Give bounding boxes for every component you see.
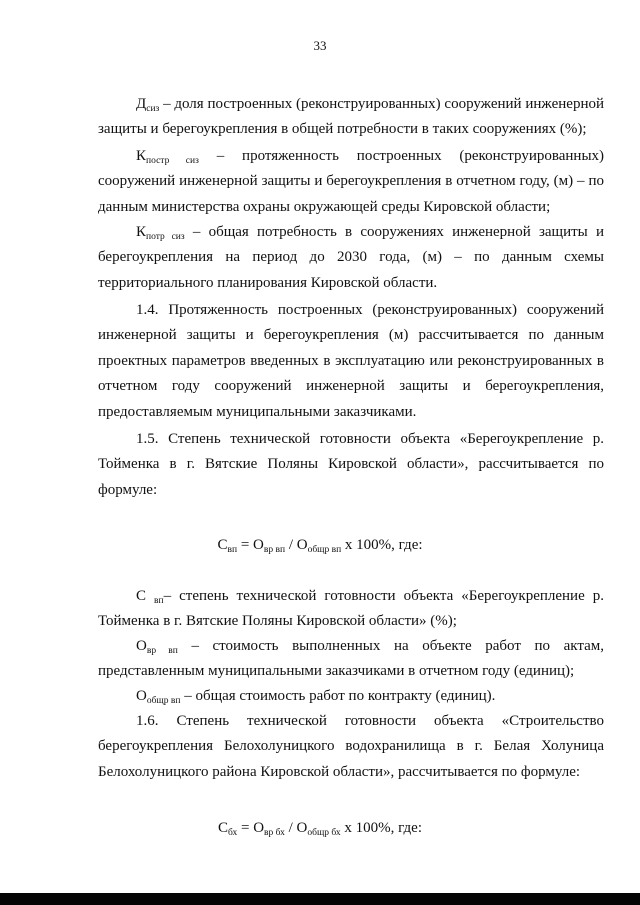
definition-k-potr-siz — [98, 220, 604, 296]
subscript: общр вп — [146, 696, 181, 706]
definition-text: – общая стоимость работ по контракту (единиц). — [180, 688, 496, 704]
subscript: постр сиз — [146, 156, 199, 166]
symbol: Д — [136, 96, 147, 112]
definition-d-siz — [98, 92, 604, 143]
definition-text: – стоимость выполненных на объекте работ по актам, представленным муниципальными заказчиками в отчетном году (единиц); — [98, 638, 604, 680]
symbol: О — [136, 638, 147, 654]
paragraph-1-5: 1.5. Степень технической готовности объекта «Берегоукрепление р. Тойменка в г. Вятские Поляны Кировской области», рассчитывается по формуле: — [98, 431, 604, 498]
paragraph-1-6: 1.6. Степень технической готовности объекта «Строительство берегоукрепления Белохолуницкого водохранилища в г. Белая Холуница Белохолуницкого района Кировской области», рассчитывается по формуле: — [98, 713, 604, 780]
page-number: 33 — [313, 38, 327, 53]
definition-text: – общая потребность в сооружениях инженерной защиты и берегоукрепления на период до 2030 года, (м) – по данным схемы территориального планирования Кировской области. — [98, 224, 604, 291]
symbol: С — [136, 588, 155, 604]
subscript: потр сиз — [146, 232, 185, 242]
definition-o-vr-vp — [98, 634, 604, 685]
symbol: К — [136, 148, 147, 164]
symbol: К — [136, 224, 147, 240]
definition-text: – доля построенных (реконструированных) сооружений инженерной защиты и берегоукрепления в общей потребности в таких сооружениях (%); — [98, 96, 604, 138]
paragraph-1-4: 1.4. Протяженность построенных (реконструированных) сооружений инженерной защиты и берегоукрепления (м) рассчитывается по данным проектных параметров введенных в эксплуатацию или реконструированных в отчетном году сооружений инженерной защиты и берегоукрепления, предоставляемым муниципальными заказчиками. — [98, 302, 604, 420]
definition-text: – протяженность построенных (реконструированных) сооружений инженерной защиты и берегоукрепления в отчетном году, (м) – по данным министерства охраны окружающей среды Кировской области; — [98, 148, 605, 215]
subscript: вр вп — [146, 646, 178, 656]
formula-svp: $С_{вп} = О_{вр вп} / О_{общр вп}$ х 100%, где: — [217, 537, 423, 555]
definition-s-vp — [98, 584, 604, 635]
definition-o-obshr-vp — [98, 684, 604, 709]
definition-text: – степень технической готовности объекта «Берегоукрепление р. Тойменка в г. Вятские Поляны Кировской области» (%); — [98, 588, 604, 630]
symbol: О — [136, 688, 147, 704]
formula-sbh: $С_{бх} = О_{вр бх} / О_{общр бх}$ х 100%, где: — [218, 820, 422, 838]
scan-bottom-edge — [0, 893, 640, 905]
subscript: сиз — [146, 104, 160, 114]
subscript: вп — [154, 596, 164, 606]
definition-k-postr-siz — [98, 144, 604, 220]
